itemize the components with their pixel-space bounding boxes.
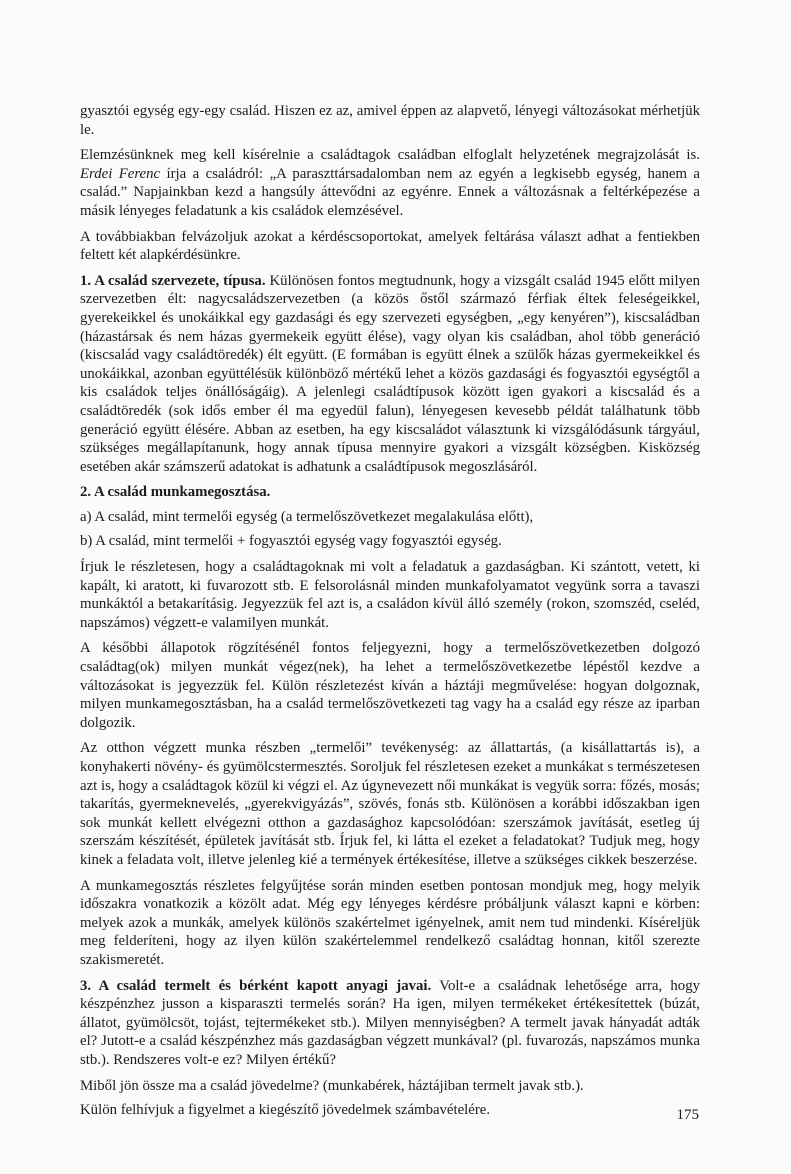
- paragraph-home-work: Az otthon végzett munka részben „termelői” tevékenység: az állattartás, (a kisállattartás is), a konyhakerti növény- és gyümölcstermesztés. Soroljuk fel részletesen ezeket a munkákat s természetesen azt is, hogy a családtagok közül ki végzi el. Az úgynevezett női munkákat is vegyük sorra: főzés, mosás; takarítás, gyermeknevelés, „gyerekvigyázás”, szövés, fonás stb. Különösen a korábbi időszakban igen sok munkát kellett elvégezni otthon a gazdasághoz kapcsolódóan: szerszámok javítását, esetleg új szerszám készítését, épületek javítását stb. Írjuk fel, ki látta el ezeket a feladatokat? Tudjuk meg, hogy kinek a feladata volt, illetve jelenleg kié a termények értékesítése, illetve a szükséges cikkek beszerzése.: [80, 740, 700, 868]
- paragraph-continuation: gyasztói egység egy-egy család. Hiszen ez az, amivel éppen az alapvető, lényegi változásokat mérhetjük le.: [80, 103, 700, 138]
- text-span: írja a családról: „A paraszttársadalomban nem az egyén a legkisebb egység, hanem a család.” Napjainkban kezd a hangsúly áttevődni az egyénre. Ennek a változásnak a feltérképezése a másik lényeges feladatunk a kis családok elemzésével.: [80, 165, 700, 219]
- paragraph-division-detail: A munkamegosztás részletes felgyűjtése során minden esetben pontosan mondjuk meg, hogy melyik időszakra vonatkozik a közölt adat. Még egy lényeges kérdésre próbáljunk választ kapni e körben: melyek azok a munkák, amelyek különös szakértelmet igényelnek, amit nem tud mindenki. Kíséreljük meg felderíteni, hogy az ilyen külön szakértelemmel rendelkező családtag honnan, kitől szerezte szakismeretét.: [80, 877, 700, 968]
- paragraph-later-states: A későbbi állapotok rögzítésénél fontos feljegyezni, hogy a termelőszövetkezetben dolgozó családtag(ok) milyen munkát végez(nek), ha lehet a termelőszövetkezetbe lépéstől kezdve a változásokat is jegyezzük fel. Külön részletezést kíván a háztáji megművelése: hogyan dolgoznak, milyen munkamegosztásban, ha a család termelőszövetkezeti tag vagy ha a család egy része az iparban dolgozik.: [80, 640, 700, 731]
- section-3: [80, 977, 700, 1070]
- body-text: [80, 102, 700, 1127]
- paragraph-intro-questions: A továbbiakban felvázoljuk azokat a kérdéscsoportokat, amelyek feltárása választ adhat a fentiekben feltett két alapkérdésünkre.: [80, 228, 700, 264]
- paragraph-income: Miből jön össze ma a család jövedelme? (munkabérek, háztájiban termelt javak stb.).: [80, 1077, 584, 1094]
- paragraph-extra-income: Külön felhívjuk a figyelmet a kiegészítő jövedelmek számbavételére.: [80, 1102, 491, 1119]
- section-2-item-b: b) A család, mint termelői + fogyasztói egység vagy fogyasztói egység.: [80, 533, 502, 550]
- paragraph-family-position: [80, 146, 700, 220]
- section-2-item-a: a) A család, mint termelői egység (a termelőszövetkezet megalakulása előtt),: [80, 508, 534, 525]
- paragraph-tasks: Írjuk le részletesen, hogy a családtagoknak mi volt a feladatuk a gazdaságban. Ki szántott, vetett, ki kapált, ki aratott, ki fuvarozott stb. E felsorolásnál minden munkafolyamatot vegyünk sorra a tavaszi munkáktól a betakarításig. Jegyezzük fel azt is, a családon kívül álló személy (rokon, szomszéd, cseléd, napszámos) végzett-e valamilyen munkát.: [80, 559, 700, 631]
- section-3-title: 3. A család termelt és bérként kapott anyagi javai.: [80, 977, 432, 994]
- page-number: 175: [676, 1107, 699, 1123]
- text-span: Elemzésünknek meg kell kísérelnie a családtagok családban elfoglalt helyzetének megrajzolását is.: [80, 147, 700, 164]
- section-2-title: [80, 483, 700, 502]
- section-1: [80, 272, 700, 477]
- section-1-text: Különösen fontos megtudnunk, hogy a vizsgált család 1945 előtt milyen szervezetben élt: nagycsaládszervezetben (a közös őstől származó férfiak éltek feleségeikkel, gyerekeikkel és unokáikkal egy gazdasági és egy szervezeti egységben, „egy kenyéren”), kiscsaládban (házastársak és nem házas gyermekeik együtt élése), vagy olyan kis családban, ahol több generáció (kiscsalád vagy családtöredék) élt együtt. (E formában is együtt élnek a szülők házas gyermekeikkel és unokáikkal, azonban együttélésük különböző mértékű lehet a közös gazdasági és fogyasztói egységtől a kis családok teljes önállóságáig). A jelenlegi családtípusok között igen gyakori a kiscsalád és a családtöredék (sok idős ember él ma egyedül falun), lényegesen kevesebb példát találhatunk több generáció együtt élésére. Abban az esetben, ha egy kiscsaládot választunk ki vizsgálódásunk tárgyául, szükséges megállapítanunk, hogy annak típusa mennyire gyakori a vizsgált községben. Kisközség esetében akár számszerű adatokat is adhatunk a családtípusok megoszlásáról.: [80, 272, 701, 475]
- section-3-text: Volt-e a családnak lehetősége arra, hogy készpénzhez jusson a kisparaszti termelés során? Ha igen, milyen termékeket értékesítettek (búzát, állatot, gyümölcsöt, tojást, tejtermékeket stb.). Milyen mennyiségben? A termelt javak hányadát adták el? Jutott-e a család készpénzhez más gazdaságban végzett munkával? (pl. fuvarozás, napszámos munka stb.). Rendszeres volt-e ez? Milyen értékű?: [80, 977, 700, 1068]
- section-2-title-text: 2. A család munkamegosztása.: [80, 484, 271, 501]
- section-1-title: 1. A család szervezete, típusa.: [80, 272, 266, 289]
- author-name: Erdei Ferenc: [80, 165, 161, 182]
